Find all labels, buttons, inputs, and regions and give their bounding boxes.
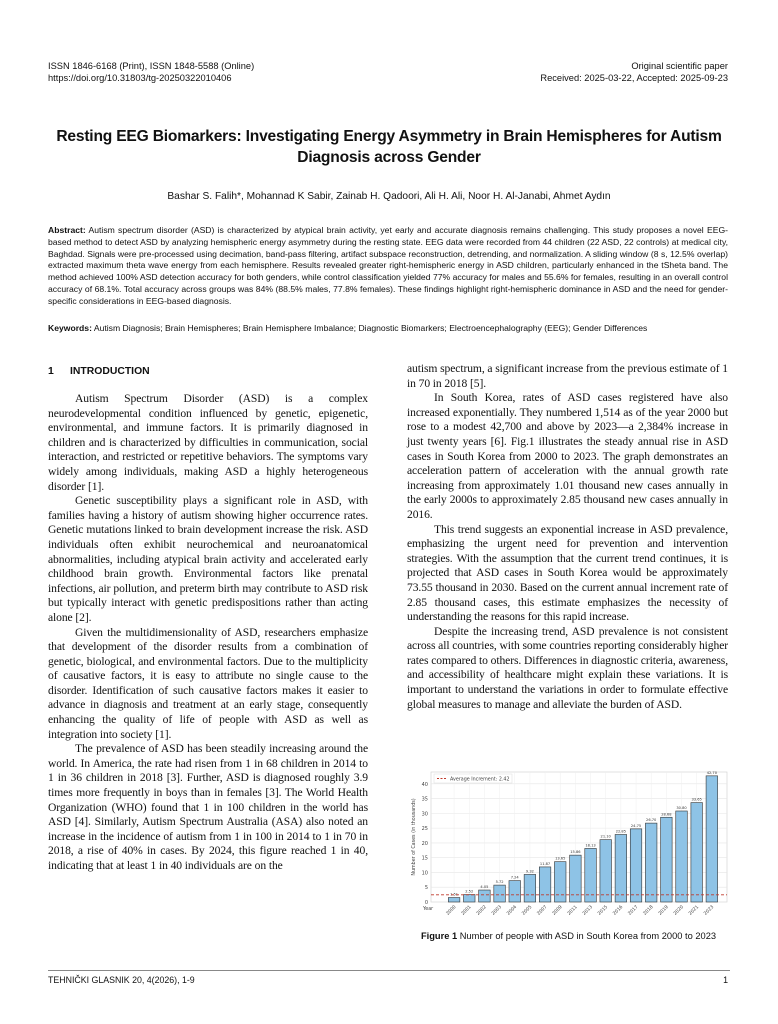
bar-value-label: 13.65 xyxy=(555,856,566,861)
bar-value-label: 21.10 xyxy=(600,834,611,839)
bar xyxy=(448,898,460,902)
paragraph: autism spectrum, a significant increase from the previous estimate of 1 in 70 in 2018 [5]. xyxy=(407,362,728,390)
legend-label: Average Increment: 2.42 xyxy=(450,777,510,783)
x-tick-label: 2005 xyxy=(521,904,534,917)
x-tick-label: 2017 xyxy=(627,904,640,917)
bar xyxy=(630,829,642,902)
x-tick-label: 2019 xyxy=(657,904,670,917)
bar xyxy=(494,885,506,902)
section-number: 1 xyxy=(48,366,54,377)
paragraph: The prevalence of ASD has been steadily increasing around the world. In America, the rate had risen from 1 in 68 children in 2014 to 1 in 36 children in 2018 [3]. Further, ASD is diagnosed roughly 3.9 times more frequently in boys than in females [3]. The World Health Organization (WHO) found that 1 in 100 children in the world has ASD [4]. Similarly, Autism Spectrum Australia (ASA) also noted an increase in the incidence of autism from 1 in 100 in 2014 to 1 in 70 in 2018, a rise of 40% in cases. By 2024, this figure reached 1 in 40, indicating that at least 1 in 40 individuals are on the xyxy=(48,742,368,872)
bar-value-label: 11.87 xyxy=(539,861,551,866)
bar xyxy=(645,823,657,902)
bar-value-label: 42.70 xyxy=(706,770,717,775)
figure-caption xyxy=(407,931,730,941)
x-tick-label: 2001 xyxy=(460,904,473,917)
bar-value-label: 33.65 xyxy=(691,797,702,802)
paragraph: Autism Spectrum Disorder (ASD) is a complex neurodevelopmental condition influenced by genetic, epigenetic, environmental, and immune factors. It is primarily diagnosed in children and is characterized by difficulties in communication, social interaction, and restricted or repetitive behaviors. The symptoms vary widely among individuals, making ASD a highly heterogeneous disorder [1]. xyxy=(48,392,368,493)
bar-value-label: 28.68 xyxy=(661,812,672,817)
figure-label: Figure 1 xyxy=(420,931,458,941)
y-tick-label: 0 xyxy=(424,900,428,906)
y-tick-label: 40 xyxy=(421,781,428,788)
x-tick-label: 2023 xyxy=(703,904,716,917)
bar xyxy=(615,834,627,902)
bar-value-label: 5.72 xyxy=(495,880,504,885)
issn: ISSN 1846-6168 (Print), ISSN 1848-5588 (Online) xyxy=(48,61,255,71)
bar-value-label: 1.51 xyxy=(450,892,459,897)
x-tick-label: 2000 xyxy=(445,904,458,917)
page-number: 1 xyxy=(723,975,728,985)
keywords-text: Autism Diagnosis; Brain Hemispheres; Brain Hemisphere Imbalance; Diagnostic Biomarkers; Electroencephalography (EEG); Gender Differences xyxy=(91,323,648,333)
right-column xyxy=(407,362,728,712)
received-accepted-dates: Received: 2025-03-22, Accepted: 2025-09-23 xyxy=(540,73,728,83)
y-tick-label: 15 xyxy=(421,855,428,862)
paragraph: Genetic susceptibility plays a significant role in ASD, with families having a history of autism showing higher occurrence rates. Genetic mutations linked to brain development increase the risk. ASD individuals often exhibit neurochemical and neuroanatomical abnormalities, including atypical brain activity and accelerated early childhood brain growth. Environmental factors like prenatal infections, air pollution, and preterm birth may contribute to ASD risk but typically interact with genetic predispositions rather than acting alone [2]. xyxy=(48,494,368,624)
author-list: Bashar S. Falih*, Mohannad K Sabir, Zainab H. Qadoori, Ali H. Ali, Noor H. Al-Janabi, Ahmet Aydın xyxy=(167,191,611,202)
y-tick-label: 35 xyxy=(421,796,428,803)
bar xyxy=(706,776,718,902)
bar xyxy=(600,840,612,902)
bar-value-label: 15.86 xyxy=(570,850,581,855)
bar-value-label: 30.80 xyxy=(676,806,687,810)
bar xyxy=(554,862,566,902)
y-tick-label: 25 xyxy=(421,826,428,833)
x-tick-label: 2011 xyxy=(566,904,579,917)
figure-caption-text: Number of people with ASD in South Korea from 2000 to 2023 xyxy=(457,931,717,941)
x-tick-label: 2013 xyxy=(582,904,594,917)
x-tick-label: 2009 xyxy=(551,904,564,917)
left-column xyxy=(48,392,368,874)
bar-value-label: 24.75 xyxy=(630,823,642,828)
y-tick-label: 30 xyxy=(421,811,428,818)
x-tick-label: 2016 xyxy=(612,904,625,917)
y-tick-label: 20 xyxy=(421,840,428,847)
abstract-label: Abstract: xyxy=(48,225,86,235)
bar-value-label: 4.05 xyxy=(480,885,489,890)
bar xyxy=(585,848,597,902)
footer-divider xyxy=(48,970,730,971)
paragraph: This trend suggests an exponential increase in ASD prevalence, emphasizing the urgent need for prevention and intervention strategies. With the assumption that the current trend continues, it is projected that ASD cases in South Korea would be approximately 73.55 thousand in 2030. Based on the current annual increment rate of 2.85 thousand cases, this estimate emphasizes the necessity of understanding the reasons for this rapid increase. xyxy=(407,522,728,624)
bar-value-label: 18.13 xyxy=(585,843,596,848)
x-axis-label: Year xyxy=(423,907,434,912)
x-tick-label: 2002 xyxy=(476,904,488,917)
x-tick-label: 2018 xyxy=(642,904,655,917)
journal-issn-block xyxy=(48,60,254,84)
paper-type: Original scientific paper xyxy=(631,61,728,71)
bar-value-label: 9.32 xyxy=(525,869,534,874)
bar xyxy=(539,867,551,902)
x-tick-label: 2007 xyxy=(536,904,549,917)
paragraph: Given the multidimensionality of ASD, researchers emphasize that development of the disorder results from a combination of genetic, biological, and environmental factors. Due to the multiplicity of causative factors, it is easy to attribute no single cause to the disorder. Identification of such causative factors makes it easier to advance in diagnosis and treatment at an early stage, consequently enhancing the quality of life of people with ASD as well as integration into society [1]. xyxy=(48,625,368,741)
bar-value-label: 7.24 xyxy=(510,875,519,880)
figure-1-bar-chart xyxy=(407,768,730,930)
bar xyxy=(691,803,703,902)
y-tick-label: 10 xyxy=(421,870,428,877)
paragraph: Despite the increasing trend, ASD prevalence is not consistent across all countries, with some countries reporting considerably higher rates compared to others. Differences in diagnostic criteria, awareness, and accessibility of healthcare might explain these variations. It is important to understand the variations in order to formulate effective global measures to manage and alleviate the burden of ASD. xyxy=(407,624,728,711)
paper-meta-block xyxy=(540,60,728,84)
bar-value-label: 26.70 xyxy=(646,818,657,823)
bar xyxy=(524,874,536,902)
bar-value-label: 22.85 xyxy=(615,829,627,834)
x-tick-label: 2020 xyxy=(673,904,685,917)
x-tick-label: 2003 xyxy=(491,904,503,917)
doi-link[interactable]: https://doi.org/10.31803/tg-20250322010406 xyxy=(48,73,232,83)
y-tick-label: 5 xyxy=(424,885,428,892)
abstract-text: Autism spectrum disorder (ASD) is characterized by atypical brain activity, yet early and accurate diagnosis remains challenging. This study proposes a novel EEG-based method to detect ASD by analyzing hemispheric energy asymmetry during the resting state. EEG data were recorded from 44 children (22 ASD, 22 controls) at medical city, Baghdad. Signals were pre-processed using decimation, band-pass filtering, artifact subspace reconstruction, detrending, and normalization. A sliding window (8 s, 12.5% overlap) extracted maximum theta wave energy from each hemisphere. Results revealed greater right-hemispheric energy in ASD children, particularly enhanced in the tSheta band. The method achieved 100% ASD detection accuracy for both genders, while control classification yielded 77% accuracy for males and 55.6% for females, resulting in an overall control accuracy of 68.1%. Total accuracy across groups was 84% (88.5% males, 77.8% females). These findings highlight right-hemispheric dominance in ASD and the need for gender-specific considerations in EEG-based diagnosis. xyxy=(48,225,728,306)
x-tick-label: 2004 xyxy=(506,904,519,917)
paper-title: Resting EEG Biomarkers: Investigating Energy Asymmetry in Brain Hemispheres for Autism Diagnosis across Gender xyxy=(56,128,722,166)
bar xyxy=(479,890,491,902)
bar xyxy=(661,817,673,902)
keywords xyxy=(48,323,728,333)
asd-cases-chart xyxy=(407,768,730,930)
y-axis-label: Number of Cases (in thousands) xyxy=(412,798,417,876)
x-tick-label: 2015 xyxy=(597,904,610,917)
bar xyxy=(463,895,475,902)
paragraph: In South Korea, rates of ASD cases registered have also increased exponentially. They numbered 1,514 as of the year 2000 but rose to a modest 42,700 and above by 2023—a 2,384% increase in just twenty years [6]. Fig.1 illustrates the steady annual rise in ASD cases in South Korea from 2000 to 2023. The graph demonstrates an acceleration pattern of acceleration with the annual growth rate increasing from approximately 1.01 thousand new cases annually in the early 2000s to approximately 2.85 thousand new cases annually in 2016. xyxy=(407,391,728,521)
footer-journal: TEHNIČKI GLASNIK 20, 4(2026), 1-9 xyxy=(48,975,195,985)
abstract xyxy=(48,225,728,308)
bar xyxy=(676,811,688,902)
bar-value-label: 2.52 xyxy=(465,889,474,894)
section-heading xyxy=(48,366,150,377)
x-tick-label: 2021 xyxy=(688,904,701,917)
keywords-label: Keywords: xyxy=(48,323,92,333)
section-title: INTRODUCTION xyxy=(70,366,150,377)
bar xyxy=(509,881,521,902)
